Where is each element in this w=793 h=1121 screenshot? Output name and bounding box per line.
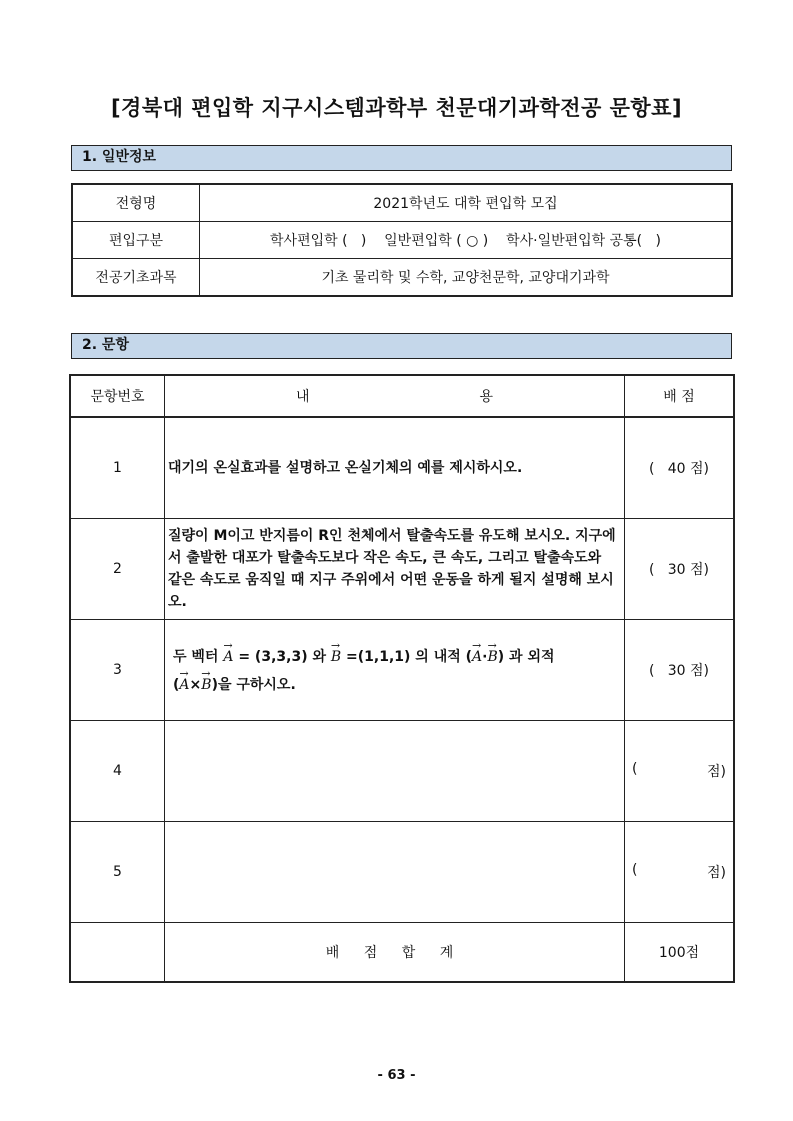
vector-b-symbol: → B [487, 642, 497, 670]
vector-b-symbol: → B [331, 642, 341, 670]
row-label: 전공기초과목 [72, 259, 200, 297]
page-title: [경북대 편입학 지구시스템과학부 천문대기과학전공 문항표] [110, 96, 683, 120]
table-row [72, 222, 732, 259]
row-label: 편입구분 [72, 222, 200, 259]
total-value: 100점 [625, 923, 735, 983]
row-label: 전형명 [72, 184, 200, 222]
row-value: 학사편입학 ( ) 일반편입학 ( ○ ) 학사·일반편입학 공통( ) [200, 222, 733, 259]
table-row [72, 259, 732, 297]
total-row [70, 923, 734, 983]
table-row [70, 620, 734, 721]
section-general-info-heading: 1. 일반정보 [71, 145, 732, 171]
question-score [625, 822, 735, 923]
question-score: ( 40 점) [625, 417, 735, 519]
question-score: ( 30 점) [625, 620, 735, 721]
score-close: 점) [707, 764, 726, 780]
cross-operator: × [189, 677, 202, 693]
q3-text-part: = (3,3,3) 와 [238, 649, 326, 665]
header-number: 문항번호 [70, 375, 165, 417]
question-number: 5 [70, 822, 165, 923]
q3-text-part: ) 과 외적 [497, 649, 555, 665]
question-number: 2 [70, 519, 165, 620]
table-row [70, 822, 734, 923]
table-row [72, 184, 732, 222]
dot-operator: · [482, 649, 488, 665]
question-text: 대기의 온실효과를 설명하고 온실기체의 예를 제시하시오. [165, 417, 625, 519]
question-text [165, 721, 625, 822]
q3-text-part: =(1,1,1) 의 내적 ( [346, 649, 473, 665]
questions-table [69, 374, 735, 983]
general-info-table [71, 183, 733, 297]
q3-text-part: )을 구하시오. [211, 677, 296, 693]
question-text [165, 620, 625, 721]
table-row [70, 519, 734, 620]
row-value: 2021학년도 대학 편입학 모집 [200, 184, 733, 222]
question-text: 질량이 M이고 반지름이 R인 천체에서 탈출속도를 유도해 보시오. 지구에서 출발한 대포가 탈출속도보다 작은 속도, 큰 속도, 그리고 탈출속도와 같은 속도로 움직일 때 지구 주위에서 어떤 운동을 하게 될지 설명해 보시오. [165, 519, 625, 620]
question-score [625, 721, 735, 822]
question-number: 4 [70, 721, 165, 822]
score-close: 점) [707, 865, 726, 881]
table-header-row [70, 375, 734, 417]
question-text [165, 822, 625, 923]
question-score: ( 30 점) [625, 519, 735, 620]
q3-text-part: 두 벡터 [173, 649, 219, 665]
question-number: 1 [70, 417, 165, 519]
score-open: ( [632, 761, 638, 777]
vector-a-symbol: → A [223, 642, 233, 670]
header-content-left: 내 [296, 389, 310, 405]
total-empty-cell [70, 923, 165, 983]
header-content [165, 375, 625, 417]
row-value: 기초 물리학 및 수학, 교양천문학, 교양대기과학 [200, 259, 733, 297]
vector-b-symbol: → B [201, 670, 211, 698]
q3-text-part: ( [173, 677, 180, 693]
table-row [70, 417, 734, 519]
question-number: 3 [70, 620, 165, 721]
score-open: ( [632, 862, 638, 878]
table-row [70, 721, 734, 822]
vector-a-symbol: → A [472, 642, 482, 670]
header-content-right: 용 [479, 389, 493, 405]
vector-a-symbol: → A [179, 670, 189, 698]
page-number: - 63 - [377, 1068, 416, 1083]
section-questions-heading: 2. 문항 [71, 333, 732, 359]
header-score: 배 점 [625, 375, 735, 417]
total-label: 배 점 합 계 [165, 923, 625, 983]
